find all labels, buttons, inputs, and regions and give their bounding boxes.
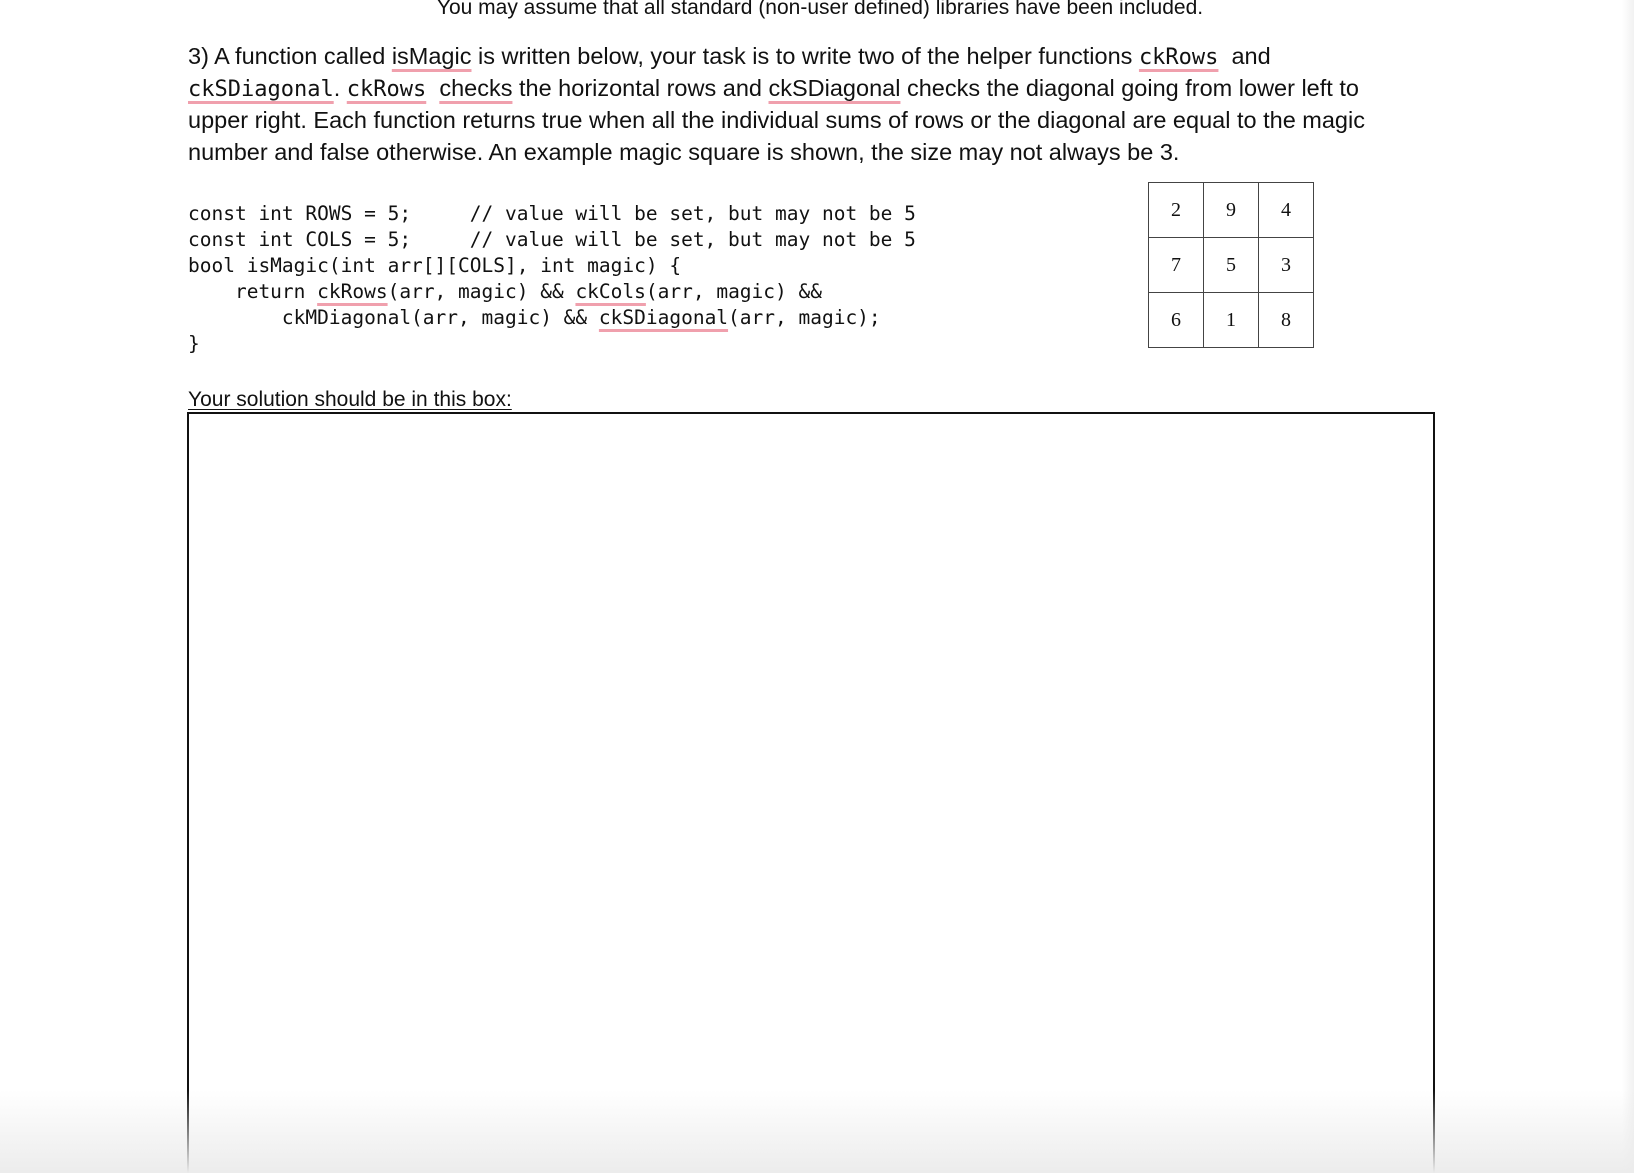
magic-square-cell: 2 <box>1149 183 1204 238</box>
magic-square-row <box>1149 238 1314 293</box>
code-line-4: return ckRows(arr, magic) && ckCols(arr, magic) && <box>188 280 822 303</box>
magic-square-cell: 1 <box>1204 293 1259 348</box>
cksdiagonal-term-2: ckSDiagonal <box>768 75 901 101</box>
code-block <box>188 201 916 357</box>
magic-square-row <box>1149 183 1314 238</box>
magic-square-table <box>1148 182 1314 348</box>
magic-square-cell: 5 <box>1204 238 1259 293</box>
checks-term: checks <box>439 75 513 101</box>
question-line-4: number and false otherwise. An example magic square is shown, the size may not always be 3. <box>188 139 1180 165</box>
magic-square-row <box>1149 293 1314 348</box>
ckrows-call: ckRows <box>317 280 388 303</box>
magic-square-cell: 6 <box>1149 293 1204 348</box>
question-line-1: 3) A function called isMagic is written below, your task is to write two of the helper functions ckRows and <box>188 43 1271 70</box>
code-line-6: } <box>188 332 200 355</box>
code-line-2: const int COLS = 5; // value will be set, but may not be 5 <box>188 228 916 251</box>
question-text <box>188 40 1438 168</box>
code-line-1: const int ROWS = 5; // value will be set, but may not be 5 <box>188 202 916 225</box>
page-edge-shadow <box>1622 0 1634 1173</box>
magic-square-cell: 9 <box>1204 183 1259 238</box>
code-line-5: ckMDiagonal(arr, magic) && ckSDiagonal(arr, magic); <box>188 306 881 329</box>
cksdiagonal-call: ckSDiagonal <box>598 306 729 329</box>
code-line-3: bool isMagic(int arr[][COLS], int magic) { <box>188 254 682 277</box>
ismagic-term: isMagic <box>391 43 472 69</box>
magic-square-cell: 7 <box>1149 238 1204 293</box>
question-line-3: upper right. Each function returns true when all the individual sums of rows or the diagonal are equal to the magic <box>188 107 1365 133</box>
magic-square-cell: 8 <box>1259 293 1314 348</box>
libraries-note: You may assume that all standard (non-user defined) libraries have been included. <box>436 0 1204 19</box>
ckrows-term: ckRows <box>1138 45 1219 70</box>
magic-square-cell: 4 <box>1259 183 1314 238</box>
magic-square-cell: 3 <box>1259 238 1314 293</box>
cksdiagonal-term: ckSDiagonal <box>188 77 334 102</box>
ckcols-call: ckCols <box>575 280 646 303</box>
ckrows-term-2: ckRows <box>346 77 427 102</box>
question-line-2: ckSDiagonal. ckRows checks the horizontal rows and ckSDiagonal checks the diagonal going from lower left to <box>188 75 1359 102</box>
solution-label: Your solution should be in this box: <box>188 388 512 411</box>
solution-box[interactable] <box>187 412 1435 1173</box>
